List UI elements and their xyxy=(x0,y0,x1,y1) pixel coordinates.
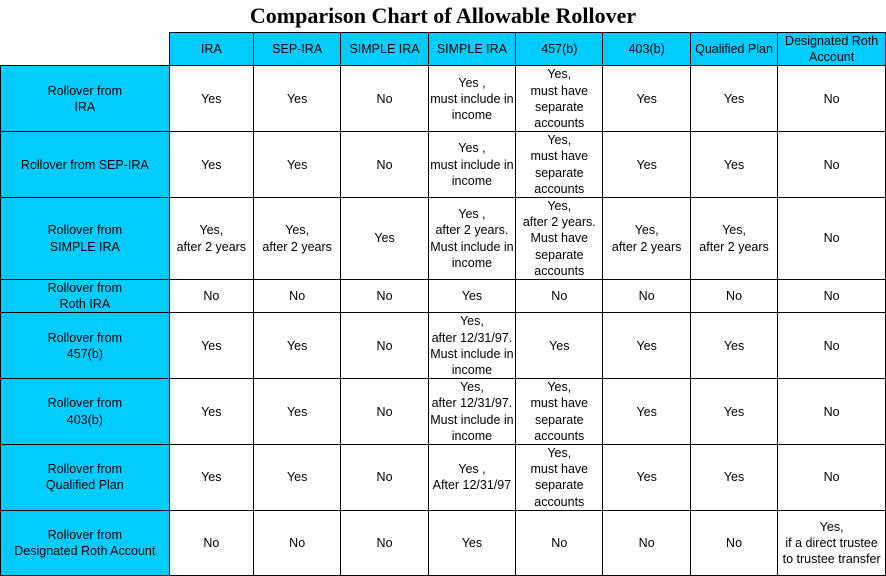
table-cell: Yes xyxy=(428,280,515,313)
table-row xyxy=(1,445,886,511)
table-cell: Yes, after 2 years. Must have separate accounts xyxy=(516,198,603,280)
row-header: Rollover from Designated Roth Account xyxy=(1,510,170,575)
table-cell: No xyxy=(778,445,886,511)
table-row xyxy=(1,198,886,280)
column-header: SIMPLE IRA xyxy=(341,33,428,66)
table-cell: Yes xyxy=(253,313,340,379)
row-header: Rollover from SIMPLE IRA xyxy=(1,198,170,280)
table-cell: Yes , After 12/31/97 xyxy=(428,445,515,511)
column-header: 403(b) xyxy=(603,33,690,66)
table-cell: Yes, after 12/31/97. Must include in income xyxy=(430,380,514,443)
corner-cell xyxy=(1,33,170,66)
table-cell: No xyxy=(341,132,428,198)
table-cell: Yes xyxy=(169,66,253,132)
table-cell: Yes xyxy=(690,379,777,445)
row-header: Rollover from 457(b) xyxy=(1,313,170,379)
table-cell: No xyxy=(603,280,690,313)
table-cell: No xyxy=(690,510,777,575)
column-header: Designated Roth Account xyxy=(778,33,886,66)
table-cell: Yes xyxy=(428,510,515,575)
table-cell: No xyxy=(169,510,253,575)
table-cell: No xyxy=(341,280,428,313)
table-cell: No xyxy=(778,198,886,280)
table-cell: No xyxy=(341,379,428,445)
table-cell: No xyxy=(341,313,428,379)
table-cell: Yes, if a direct trustee to trustee transfer xyxy=(778,510,886,575)
header-row xyxy=(1,33,886,66)
table-cell: Yes xyxy=(690,445,777,511)
column-header: Qualified Plan xyxy=(690,33,777,66)
table-cell: Yes xyxy=(690,132,777,198)
table-cell: Yes xyxy=(253,132,340,198)
table-cell: No xyxy=(169,280,253,313)
column-header: SEP-IRA xyxy=(253,33,340,66)
row-header: Rollover from Roth IRA xyxy=(1,280,170,313)
row-header: Rollover from SEP-IRA xyxy=(1,132,170,198)
column-header: SIMPLE IRA xyxy=(428,33,515,66)
table-cell: Yes xyxy=(603,379,690,445)
table-row xyxy=(1,510,886,575)
table-row xyxy=(1,280,886,313)
table-cell: No xyxy=(341,66,428,132)
table-cell: Yes xyxy=(603,445,690,511)
table-cell: Yes xyxy=(690,66,777,132)
table-cell: Yes, after 2 years xyxy=(253,198,340,280)
table-row xyxy=(1,379,886,445)
table-cell: Yes xyxy=(690,313,777,379)
table-cell: Yes , must include in income xyxy=(428,66,515,132)
table-cell: Yes, must have separate accounts xyxy=(516,379,603,445)
row-header: Rollover from IRA xyxy=(1,66,170,132)
table-cell: Yes xyxy=(516,313,603,379)
table-cell: Yes, after 2 years xyxy=(169,198,253,280)
table-cell: No xyxy=(778,280,886,313)
rollover-comparison-table xyxy=(0,32,886,576)
table-cell: No xyxy=(341,510,428,575)
table-row xyxy=(1,132,886,198)
column-header: IRA xyxy=(169,33,253,66)
table-cell: No xyxy=(690,280,777,313)
table-cell: No xyxy=(253,510,340,575)
table-cell: Yes xyxy=(169,379,253,445)
table-cell: Yes xyxy=(253,66,340,132)
table-cell: Yes xyxy=(253,445,340,511)
page-title: Comparison Chart of Allowable Rollover xyxy=(249,3,637,28)
table-cell: No xyxy=(516,510,603,575)
table-cell: Yes, after 2 years xyxy=(603,198,690,280)
table-cell: Yes xyxy=(603,132,690,198)
table-cell: Yes xyxy=(169,445,253,511)
row-header: Rollover from Qualified Plan xyxy=(1,445,170,511)
table-cell: Yes, must have separate accounts xyxy=(516,445,603,511)
table-cell: No xyxy=(516,280,603,313)
table-cell: Yes xyxy=(341,198,428,280)
table-cell: Yes xyxy=(169,313,253,379)
table-cell: Yes , after 2 years. Must include in income xyxy=(428,198,515,280)
table-cell: No xyxy=(778,379,886,445)
table-cell: No xyxy=(778,313,886,379)
table-cell: Yes, after 2 years xyxy=(690,198,777,280)
table-cell: No xyxy=(603,510,690,575)
column-header: 457(b) xyxy=(516,33,603,66)
table-cell: Yes xyxy=(603,313,690,379)
table-cell: Yes xyxy=(253,379,340,445)
table-row xyxy=(1,66,886,132)
table-cell: No xyxy=(778,132,886,198)
table-row xyxy=(1,313,886,379)
table-cell: Yes , must include in income xyxy=(428,132,515,198)
table-cell: Yes xyxy=(603,66,690,132)
table-cell: No xyxy=(341,445,428,511)
table-cell: Yes, must have separate accounts xyxy=(516,66,603,132)
table-cell: No xyxy=(253,280,340,313)
table-cell: Yes xyxy=(169,132,253,198)
table-cell: Yes, after 12/31/97. Must include in income xyxy=(430,314,514,378)
table-cell: Yes, must have separate accounts xyxy=(516,132,603,198)
table-cell: No xyxy=(778,66,886,132)
row-header: Rollover from 403(b) xyxy=(1,379,170,445)
